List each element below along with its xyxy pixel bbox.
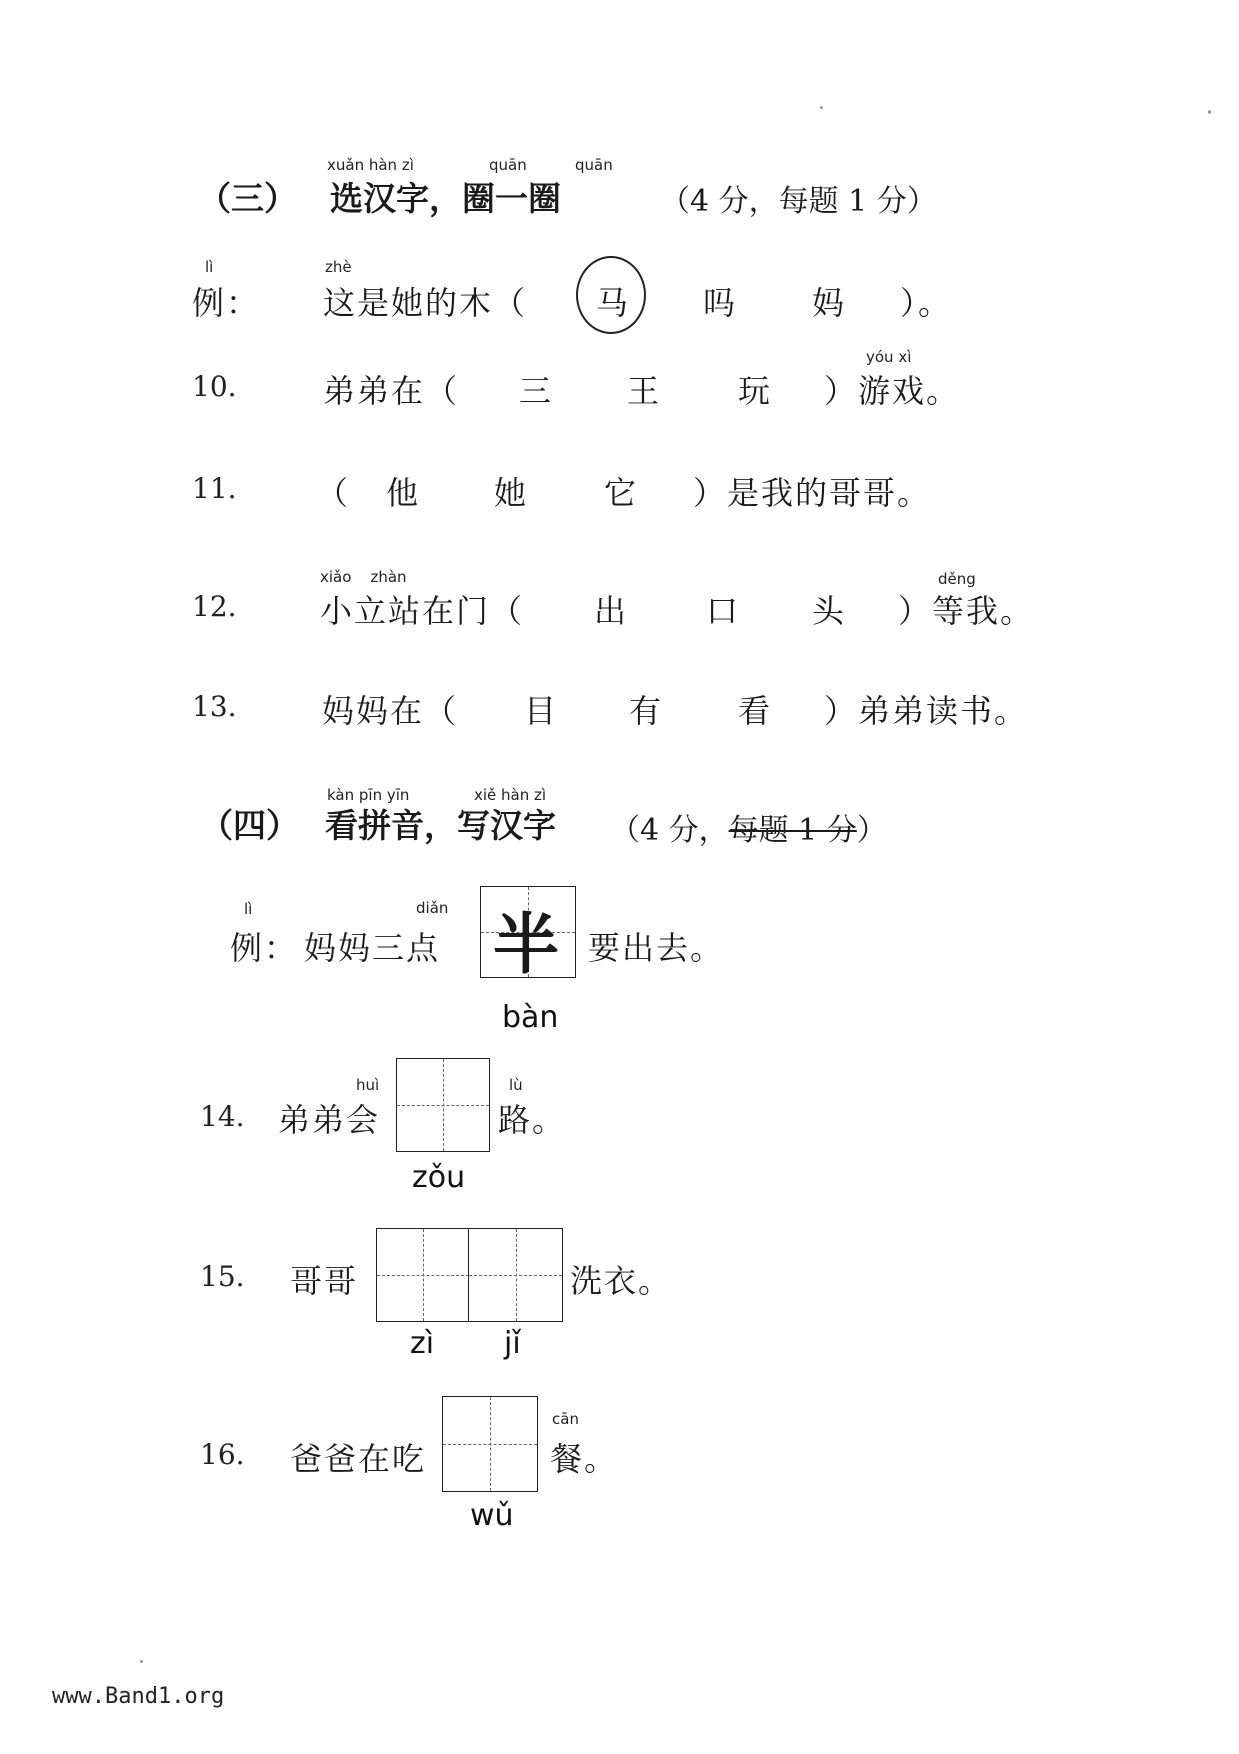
section3-title-pinyin-1: xuǎn hàn zì (327, 156, 414, 174)
q15-answer-pinyin-1: zì (410, 1326, 435, 1361)
section4-score-struck: 每题 1 分 (728, 813, 857, 848)
q11-number: 11. (192, 472, 237, 505)
q12-number: 12. (192, 590, 237, 623)
example3-option-1: 马 (596, 284, 629, 322)
q15-writing-box-2[interactable] (468, 1228, 563, 1322)
q12-option-3: 头 (812, 592, 845, 630)
example4-answer-pinyin: bàn (502, 1000, 559, 1035)
section4-label: （四） (200, 806, 299, 845)
example3-sentence: 这是她的木（ (323, 284, 528, 322)
q15-pre: 哥哥 (290, 1262, 359, 1300)
q16-answer-pinyin: wǔ (470, 1498, 514, 1533)
q11-pre: （ (316, 474, 351, 512)
example3-option-2: 吗 (703, 284, 736, 322)
example4-prefix-pinyin: lì (244, 900, 253, 918)
section4-score-close: ） (856, 813, 887, 848)
q11-option-3: 它 (604, 474, 637, 512)
q12-pre-pinyin: xiǎo zhàn (320, 568, 407, 586)
q15-writing-box-1[interactable] (376, 1228, 470, 1322)
q10-option-3: 玩 (738, 372, 771, 410)
example3-prefix-pinyin: lì (205, 258, 214, 276)
q15-post: 洗衣。 (570, 1262, 673, 1300)
example3-prefix: 例： (192, 284, 261, 322)
footer-site: www.Band1.org (52, 1684, 225, 1709)
q10-post-pinyin: yóu xì (866, 348, 912, 366)
q11-option-2: 她 (494, 474, 527, 512)
q11-post: ）是我的哥哥。 (693, 474, 932, 512)
q16-pre: 爸爸在吃 (290, 1440, 427, 1478)
section4-title-pinyin-1: kàn pīn yīn (327, 786, 410, 804)
q14-post: 路。 (498, 1101, 567, 1139)
example3-option-3: 妈 (812, 284, 845, 322)
q16-post-pinyin: cān (552, 1410, 579, 1428)
box-guide-vertical (490, 1397, 491, 1491)
q11-option-1: 他 (386, 474, 419, 512)
section3-title: 选汉字，圈一圈 (330, 179, 561, 218)
box-guide-vertical (516, 1229, 517, 1321)
q14-post-pinyin: lù (509, 1076, 523, 1094)
q13-number: 13. (192, 690, 237, 723)
section4-score (610, 805, 887, 849)
section4-score-open: （4 分， (610, 813, 729, 848)
example4-answer: 半 (493, 905, 559, 983)
q14-pre-pinyin: huì (356, 1076, 380, 1094)
scan-speck (1208, 110, 1211, 114)
box-guide-vertical (423, 1229, 424, 1321)
q10-option-1: 三 (519, 372, 552, 410)
q12-post-pinyin: děng (938, 570, 976, 588)
section3-title-pinyin-2: quān (489, 156, 527, 174)
q14-pre: 弟弟会 (278, 1101, 381, 1139)
example4-writing-box (480, 886, 576, 983)
q10-number: 10. (192, 370, 237, 403)
section4-title-pinyin-2: xiě hàn zì (474, 786, 547, 804)
q13-option-1: 目 (524, 692, 557, 730)
q15-answer-pinyin-2: jǐ (504, 1326, 521, 1361)
section3-score: （4 分，每题 1 分） (660, 184, 937, 219)
q13-option-2: 有 (629, 692, 662, 730)
q15-number: 15. (200, 1260, 245, 1293)
example3-sentence-pinyin: zhè (325, 258, 352, 276)
q10-post: ）游戏。 (824, 372, 961, 410)
q14-writing-box[interactable] (396, 1058, 490, 1152)
q14-answer-pinyin: zǒu (412, 1160, 466, 1195)
q16-writing-box[interactable] (442, 1396, 538, 1492)
q10-option-2: 王 (627, 372, 660, 410)
q12-option-2: 口 (706, 592, 739, 630)
section4-title: 看拼音，写汉字 (325, 806, 556, 845)
example4-pre-pinyin: diǎn (416, 899, 449, 917)
section3-title-pinyin-3: quān (575, 156, 613, 174)
q13-post: ）弟弟读书。 (824, 692, 1029, 730)
q12-pre: 小立站在门（ (320, 592, 525, 630)
scan-speck (140, 1660, 143, 1663)
example4-pre: 妈妈三点 (304, 929, 441, 967)
q10-pre: 弟弟在（ (323, 372, 460, 410)
example3-end: ）。 (900, 284, 953, 322)
q12-post: ）等我。 (898, 592, 1035, 630)
box-guide-vertical (443, 1059, 444, 1151)
example4-post: 要出去。 (588, 929, 725, 967)
q12-option-1: 出 (594, 592, 627, 630)
section3-label: （三） (198, 179, 297, 218)
q16-post: 餐。 (550, 1440, 619, 1478)
scan-speck (820, 106, 823, 109)
example4-prefix: 例： (230, 929, 299, 967)
q16-number: 16. (200, 1438, 245, 1471)
q13-option-3: 看 (738, 692, 771, 730)
q13-pre: 妈妈在（ (322, 692, 459, 730)
q14-number: 14. (200, 1100, 245, 1133)
